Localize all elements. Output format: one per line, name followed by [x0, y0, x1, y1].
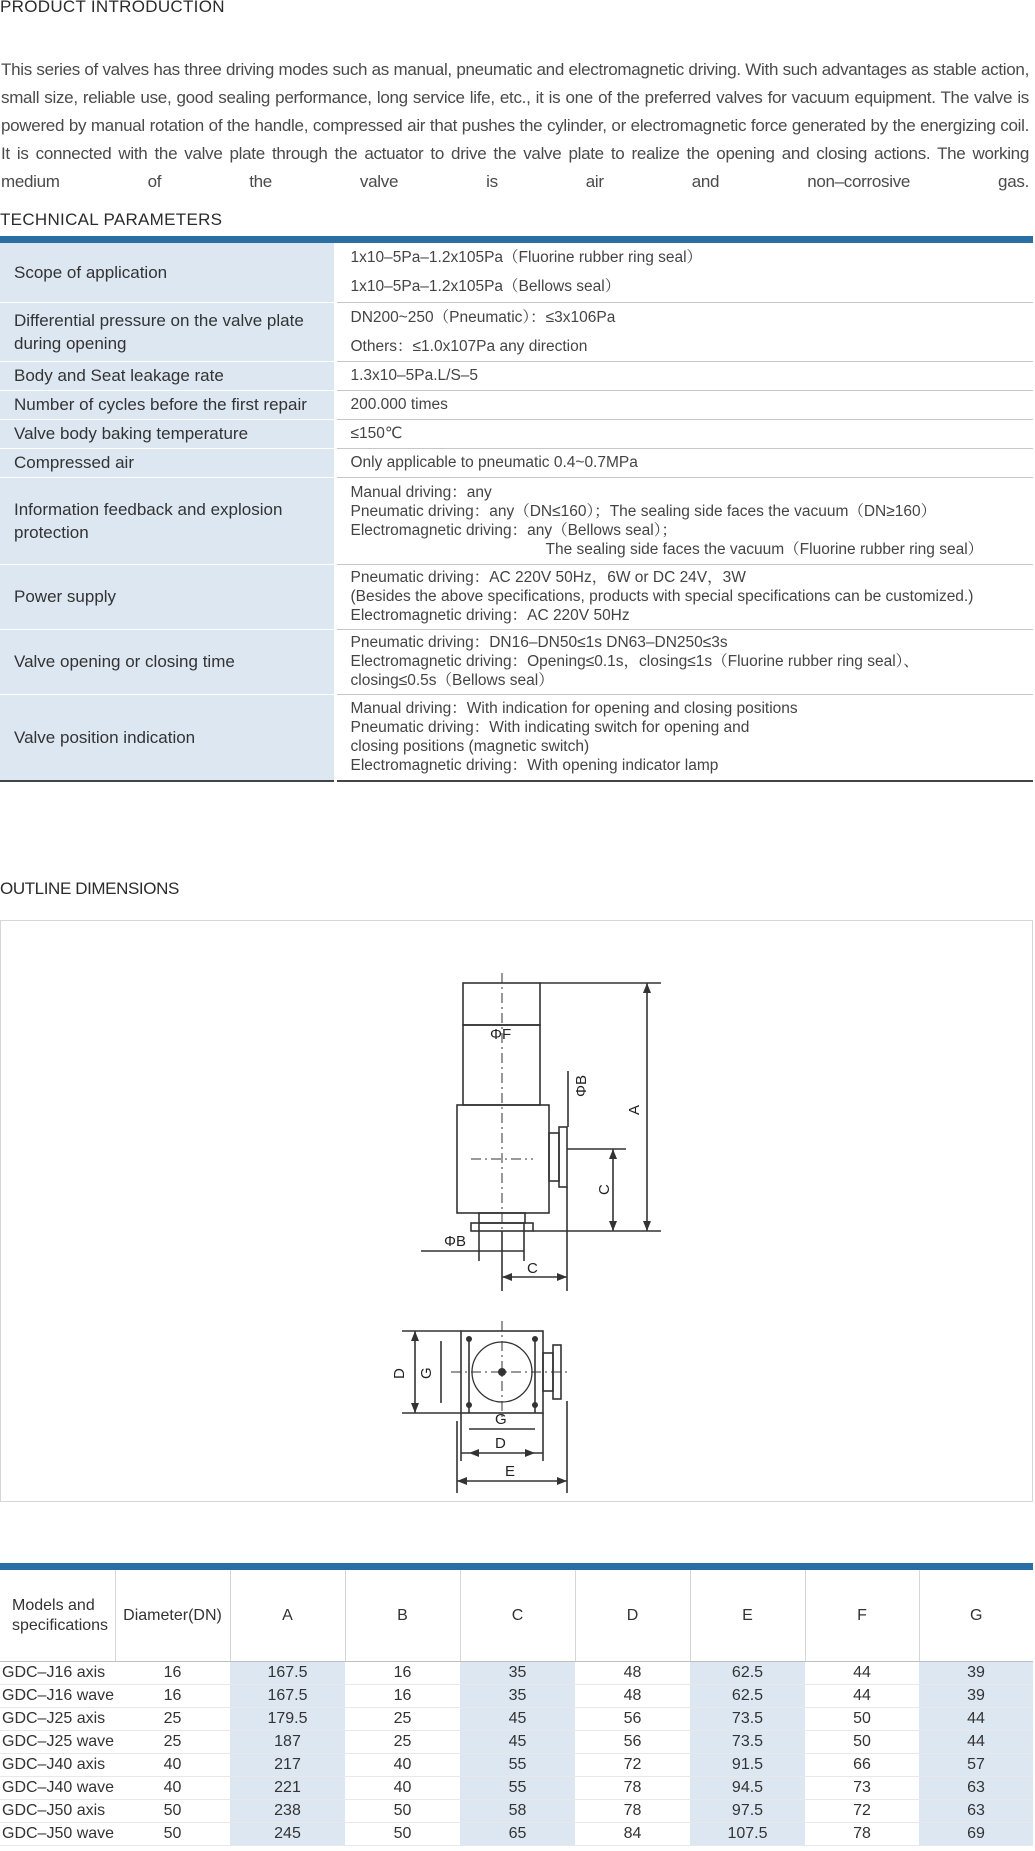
dimension-cell: 45: [460, 1731, 575, 1754]
dimension-cell: 25: [115, 1731, 230, 1754]
dimension-cell: 50: [115, 1800, 230, 1823]
dim-label-phi-f: ΦF: [490, 1026, 512, 1043]
dimension-cell: 63: [919, 1800, 1033, 1823]
arrow-icon: [411, 1403, 419, 1413]
dimension-cell: 78: [575, 1777, 690, 1800]
dim-label-e: E: [505, 1463, 516, 1480]
param-value: [335, 302, 1033, 361]
dim-label-c-vertical: C: [596, 1184, 613, 1195]
model-cell: GDC–J40 wave: [0, 1777, 115, 1800]
side-flange: [559, 1127, 567, 1187]
table-row: [0, 1708, 1033, 1731]
dimension-cell: 62.5: [690, 1685, 805, 1708]
outline-dimension-drawing: [1, 921, 1032, 1501]
arrow-icon: [502, 1273, 512, 1281]
dimension-cell: 50: [805, 1708, 919, 1731]
param-label: Differential pressure on the valve plate during opening: [0, 302, 335, 361]
dimension-cell: 44: [919, 1731, 1033, 1754]
table-row: [0, 629, 1033, 694]
param-value-line: Pneumatic driving：any（DN≤160）；The sealing side faces the vacuum（DN≥160）: [350, 502, 937, 520]
table-row: [0, 694, 1033, 781]
dimension-cell: 25: [345, 1731, 460, 1754]
column-header: C: [460, 1570, 575, 1662]
param-label: Body and Seat leakage rate: [0, 361, 335, 390]
dimension-cell: 16: [345, 1685, 460, 1708]
dimension-cell: 107.5: [690, 1823, 805, 1846]
param-label: Scope of application: [0, 243, 335, 302]
param-value-line: (Besides the above specifications, products with special specifications can be customized.): [350, 588, 974, 605]
dimension-cell: 167.5: [230, 1685, 345, 1708]
column-header: Models and specifications: [0, 1570, 115, 1662]
model-cell: GDC–J25 axis: [0, 1708, 115, 1731]
param-value: [335, 390, 1033, 419]
dim-label-a: A: [626, 1104, 643, 1115]
dimension-cell: 50: [345, 1823, 460, 1846]
dimension-cell: 65: [460, 1823, 575, 1846]
bolt-icon: [532, 1402, 538, 1408]
dimension-cell: 55: [460, 1754, 575, 1777]
dimension-cell: 48: [575, 1685, 690, 1708]
arrow-icon: [609, 1149, 617, 1159]
column-header: B: [345, 1570, 460, 1662]
param-value: [335, 477, 1033, 564]
column-header: G: [919, 1570, 1033, 1662]
model-cell: GDC–J50 wave: [0, 1823, 115, 1846]
table-row: [0, 1662, 1033, 1685]
dimension-cell: 238: [230, 1800, 345, 1823]
technical-parameters-title: TECHNICAL PARAMETERS: [0, 210, 223, 229]
param-value: [335, 564, 1033, 629]
dimension-cell: 44: [805, 1685, 919, 1708]
param-value-line: Electromagnetic driving：With opening indicator lamp: [350, 757, 719, 775]
dimension-cell: 221: [230, 1777, 345, 1800]
dimension-cell: 16: [115, 1662, 230, 1685]
param-label: Valve position indication: [0, 694, 335, 781]
table-row: [0, 1754, 1033, 1777]
bolt-icon: [532, 1336, 538, 1342]
dial-center-icon: [498, 1368, 506, 1376]
table-row: [0, 419, 1033, 448]
technical-parameters-table: [0, 243, 1033, 782]
dimension-cell: 48: [575, 1662, 690, 1685]
param-label: Information feedback and explosion protection: [0, 477, 335, 564]
dim-label-g: G: [495, 1411, 507, 1428]
param-value-line: 1x10–5Pa–1.2x105Pa（Fluorine rubber ring seal）: [350, 249, 703, 267]
section-divider-bar: [0, 236, 1033, 243]
table-row: [0, 243, 1033, 302]
dimension-cell: 56: [575, 1731, 690, 1754]
param-value-line: closing positions (magnetic switch): [350, 738, 590, 756]
dimension-cell: 73.5: [690, 1708, 805, 1731]
param-value: [335, 629, 1033, 694]
dimension-cell: 167.5: [230, 1662, 345, 1685]
param-value: [335, 361, 1033, 390]
model-cell: GDC–J16 axis: [0, 1662, 115, 1685]
dimension-cell: 73: [805, 1777, 919, 1800]
param-label: Valve body baking temperature: [0, 419, 335, 448]
dimension-cell: 84: [575, 1823, 690, 1846]
dim-label-phi-b-side: ΦB: [573, 1075, 590, 1097]
dimension-cell: 35: [460, 1685, 575, 1708]
param-label: Valve opening or closing time: [0, 629, 335, 694]
dim-label-d: D: [495, 1435, 506, 1452]
dimension-cell: 78: [805, 1823, 919, 1846]
table-row: [0, 477, 1033, 564]
table-row: [0, 1777, 1033, 1800]
section-divider-bar: [0, 1563, 1033, 1570]
arrow-icon: [557, 1273, 567, 1281]
model-cell: GDC–J40 axis: [0, 1754, 115, 1777]
param-value-line: 1.3x10–5Pa.L/S–5: [350, 367, 479, 384]
dimension-cell: 39: [919, 1685, 1033, 1708]
arrow-icon: [525, 1449, 535, 1457]
dimension-cell: 62.5: [690, 1662, 805, 1685]
arrow-icon: [411, 1331, 419, 1341]
param-value: [335, 419, 1033, 448]
dimension-cell: 94.5: [690, 1777, 805, 1800]
column-header: F: [805, 1570, 919, 1662]
param-value-line: Others：≤1.0x107Pa any direction: [350, 337, 588, 355]
dimension-cell: 69: [919, 1823, 1033, 1846]
dim-label-g-vertical: G: [418, 1367, 435, 1379]
dimension-cell: 97.5: [690, 1800, 805, 1823]
dim-label-c: C: [527, 1260, 538, 1277]
dimension-cell: 187: [230, 1731, 345, 1754]
model-cell: GDC–J16 wave: [0, 1685, 115, 1708]
dimension-cell: 57: [919, 1754, 1033, 1777]
param-label: Compressed air: [0, 448, 335, 477]
outline-dimensions-title: OUTLINE DIMENSIONS: [0, 879, 179, 898]
table-row: [0, 1823, 1033, 1846]
param-value-line: Pneumatic driving：AC 220V 50Hz，6W or DC 24V，3W: [350, 569, 746, 586]
table-row: [0, 448, 1033, 477]
param-value: [335, 694, 1033, 781]
table-row: [0, 390, 1033, 419]
outline-drawing-box: [0, 920, 1033, 1502]
dimension-cell: 40: [345, 1754, 460, 1777]
dimension-cell: 63: [919, 1777, 1033, 1800]
dimension-cell: 58: [460, 1800, 575, 1823]
dimension-cell: 44: [919, 1708, 1033, 1731]
param-value: [335, 243, 1033, 302]
param-value-line: Electromagnetic driving：AC 220V 50Hz: [350, 607, 630, 624]
dimension-cell: 40: [115, 1777, 230, 1800]
dimension-cell: 16: [115, 1685, 230, 1708]
param-value-line: 1x10–5Pa–1.2x105Pa（Bellows seal）: [350, 278, 621, 296]
dimension-cell: 50: [345, 1800, 460, 1823]
table-row: [0, 1685, 1033, 1708]
param-value-line: Electromagnetic driving：Opening≤0.1s，closing≤1s（Fluorine rubber ring seal）、: [350, 653, 919, 670]
dimension-cell: 72: [805, 1800, 919, 1823]
arrow-icon: [469, 1449, 479, 1457]
dimension-cell: 25: [345, 1708, 460, 1731]
dimension-cell: 40: [115, 1754, 230, 1777]
dimension-cell: 56: [575, 1708, 690, 1731]
model-cell: GDC–J50 axis: [0, 1800, 115, 1823]
dimension-cell: 73.5: [690, 1731, 805, 1754]
dimension-cell: 66: [805, 1754, 919, 1777]
side-port: [549, 1133, 559, 1181]
dimension-cell: 39: [919, 1662, 1033, 1685]
column-header: Diameter(DN): [115, 1570, 230, 1662]
param-value: [335, 448, 1033, 477]
arrow-icon: [457, 1477, 467, 1485]
dimensions-table: [0, 1570, 1033, 1846]
dimension-cell: 78: [575, 1800, 690, 1823]
param-value-line: The sealing side faces the vacuum（Fluorine rubber ring seal）: [545, 540, 984, 558]
param-value-line: DN200~250（Pneumatic）：≤3x106Pa: [350, 308, 616, 326]
dimension-cell: 72: [575, 1754, 690, 1777]
dimension-cell: 50: [805, 1731, 919, 1754]
arrow-icon: [643, 1221, 651, 1231]
table-row: [0, 302, 1033, 361]
dimension-cell: 44: [805, 1662, 919, 1685]
param-label: Number of cycles before the first repair: [0, 390, 335, 419]
product-introduction-title: PRODUCT INTRODUCTION: [0, 0, 225, 16]
dimension-cell: 91.5: [690, 1754, 805, 1777]
table-row: [0, 361, 1033, 390]
column-header: D: [575, 1570, 690, 1662]
arrow-icon: [609, 1221, 617, 1231]
column-header: E: [690, 1570, 805, 1662]
param-label: Power supply: [0, 564, 335, 629]
table-row: [0, 1800, 1033, 1823]
valve-body: [457, 1105, 549, 1213]
dimension-cell: 245: [230, 1823, 345, 1846]
bolt-icon: [466, 1336, 472, 1342]
dim-label-d-vertical: D: [391, 1368, 408, 1379]
dimension-cell: 40: [345, 1777, 460, 1800]
dimension-cell: 179.5: [230, 1708, 345, 1731]
bolt-icon: [466, 1402, 472, 1408]
param-value-line: Electromagnetic driving：any（Bellows seal）；: [350, 521, 677, 539]
dimension-cell: 45: [460, 1708, 575, 1731]
arrow-icon: [643, 983, 651, 993]
param-value-line: 200.000 times: [350, 396, 448, 413]
dimension-cell: 35: [460, 1662, 575, 1685]
param-value-line: ≤150℃: [350, 425, 403, 442]
table-row: [0, 1731, 1033, 1754]
dimension-cell: 16: [345, 1662, 460, 1685]
param-value-line: Manual driving：With indication for opening and closing positions: [350, 700, 798, 718]
product-introduction-text: This series of valves has three driving modes such as manual, pneumatic and electromagnetic driving. With such advantages as stable action, small size, reliable use, good sealing performance, long service life, etc., it is one of the preferred valves for vacuum equipment. The valve is powered by manual rotation of the handle, compressed air that pushes the cylinder, or electromagnetic force generated by the energizing coil. It is connected with the valve plate through the actuator to drive the valve plate to realize the opening and closing actions. The working medium of the valve is air and non–corrosive gas.: [1, 60, 1029, 191]
dimension-cell: 50: [115, 1823, 230, 1846]
dim-label-phi-b: ΦB: [444, 1233, 466, 1250]
dimension-cell: 55: [460, 1777, 575, 1800]
param-value-line: closing≤0.5s（Bellows seal）: [350, 672, 554, 689]
table-header-row: [0, 1570, 1033, 1662]
dimension-cell: 217: [230, 1754, 345, 1777]
arrow-icon: [557, 1477, 567, 1485]
dimension-cell: 25: [115, 1708, 230, 1731]
param-value-line: Only applicable to pneumatic 0.4~0.7MPa: [350, 454, 638, 471]
model-cell: GDC–J25 wave: [0, 1731, 115, 1754]
param-value-line: Manual driving：any: [350, 483, 492, 501]
param-value-line: Pneumatic driving：DN16–DN50≤1s DN63–DN250≤3s: [350, 634, 728, 651]
column-header: A: [230, 1570, 345, 1662]
table-row: [0, 564, 1033, 629]
param-value-line: Pneumatic driving：With indicating switch for opening and: [350, 719, 750, 737]
